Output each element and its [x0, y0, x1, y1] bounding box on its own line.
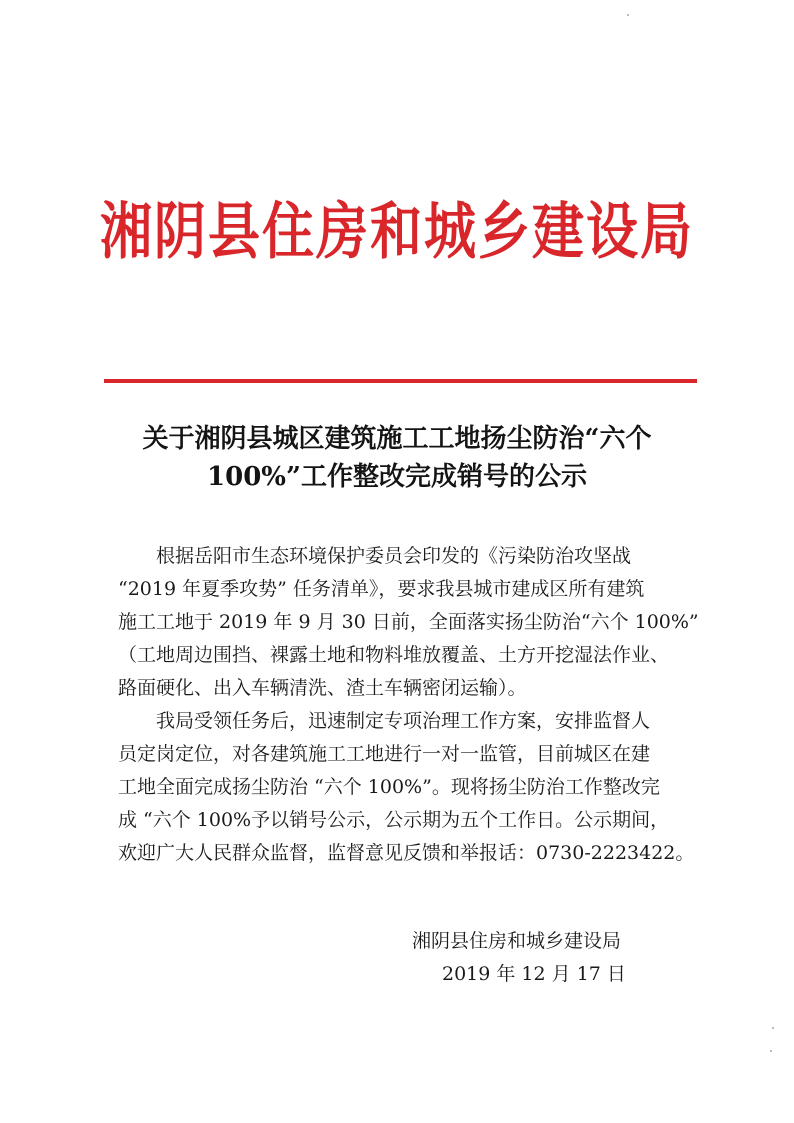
signature-date: 2019 年 12 月 17 日 [442, 963, 626, 985]
paragraph-2-line-1: 我局受领任务后，迅速制定专项治理工作方案，安排监督人 [156, 710, 651, 732]
paragraph-2-line-5: 欢迎广大人民群众监督，监督意见反馈和举报话：0730-2223422。 [118, 842, 695, 864]
scan-speck [772, 1027, 774, 1029]
paragraph-2-line-4: 成 “六个 100%予以销号公示，公示期为五个工作日。公示期间， [118, 809, 670, 831]
paragraph-1 [118, 540, 699, 705]
scan-speck [627, 14, 629, 16]
letterhead-issuer: 湘阴县住房和城乡建设局 [99, 195, 694, 268]
signature-organization: 湘阴县住房和城乡建设局 [412, 930, 622, 952]
paragraph-1-line-5: 路面硬化、出入车辆清洗、渣土车辆密闭运输）。 [118, 677, 527, 699]
document-title-line-1: 关于湘阴县城区建筑施工工地扬尘防治“六个 [142, 424, 652, 454]
document-title [60, 420, 734, 496]
document-title-line-2: 100%”工作整改完成销号的公示 [207, 462, 587, 492]
document-body [118, 540, 699, 870]
paragraph-2-line-2: 员定岗定位，对各建筑施工工地进行一对一监管，目前城区在建 [118, 743, 651, 765]
paragraph-2 [118, 705, 695, 870]
paragraph-1-line-3: 施工工地于 2019 年 9 月 30 日前，全面落实扬尘防治“六个 100%” [118, 611, 699, 633]
paragraph-1-line-2: “2019 年夏季攻势” 任务清单》，要求我县城市建成区所有建筑 [118, 578, 645, 600]
scan-speck [770, 1050, 772, 1052]
paragraph-2-line-3: 工地全面完成扬尘防治 “六个 100%”。现将扬尘防治工作整改完 [118, 776, 660, 798]
signature-block [412, 925, 672, 991]
letterhead-red-rule [104, 379, 697, 383]
paragraph-1-line-1: 根据岳阳市生态环境保护委员会印发的《污染防治攻坚战 [156, 545, 632, 567]
paragraph-1-line-4: （工地周边围挡、裸露土地和物料堆放覆盖、土方开挖湿法作业、 [118, 644, 670, 666]
